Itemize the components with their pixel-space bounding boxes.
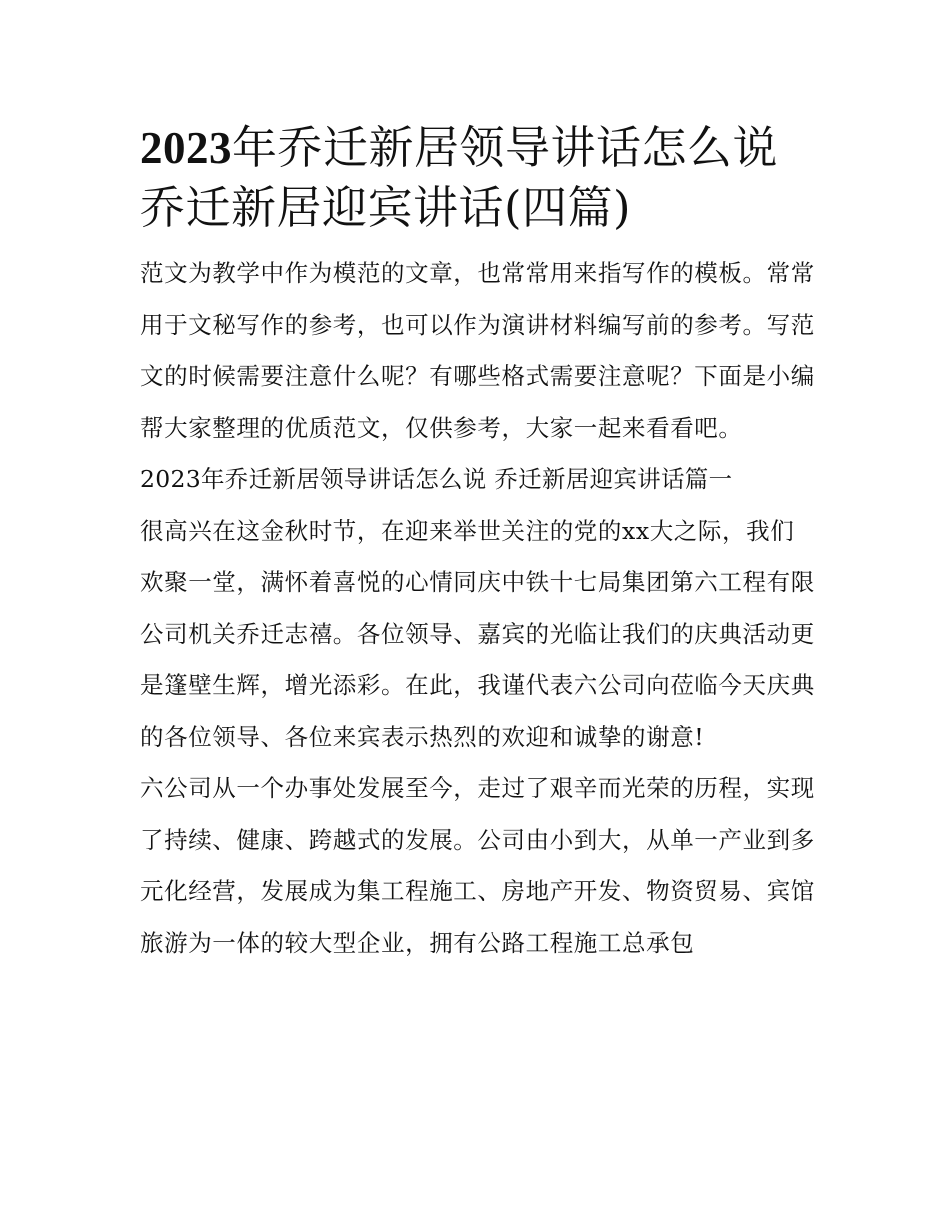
section-heading: 2023年乔迁新居领导讲话怎么说 乔迁新居迎宾讲话篇一 <box>140 465 733 493</box>
intro-paragraph: 范文为教学中作为模范的文章，也常常用来指写作的模板。常常用于文秘写作的参考，也可以作为演讲材料编写前的参考。写范文的时候需要注意什么呢？有哪些格式需要注意呢？下面是小编帮大家整理的优质范文，仅供参考，大家一起来看看吧。 <box>140 259 815 442</box>
document-page <box>140 118 816 969</box>
document-title <box>140 118 816 238</box>
body-paragraph-2: 六公司从一个办事处发展至今，走过了艰辛而光荣的历程，实现了持续、健康、跨越式的发展。公司由小到大，从单一产业到多元化经营，发展成为集工程施工、房地产开发、物资贸易、宾馆旅游为一体的较大型企业，拥有公路工程施工总承包 <box>140 774 815 957</box>
body-paragraph-1: 很高兴在这金秋时节，在迎来举世关注的党的xx大之际，我们欢聚一堂，满怀着喜悦的心情同庆中铁十七局集团第六工程有限公司机关乔迁志禧。各位领导、嘉宾的光临让我们的庆典活动更是篷壁生辉，增光添彩。在此，我谨代表六公司向莅临今天庆典的各位领导、各位来宾表示热烈的欢迎和诚挚的谢意! <box>140 516 815 751</box>
title-text: 年乔迁新居领导讲话怎么说 乔迁新居迎宾讲话(四篇) <box>140 121 779 234</box>
title-year: 2023 <box>140 123 232 173</box>
